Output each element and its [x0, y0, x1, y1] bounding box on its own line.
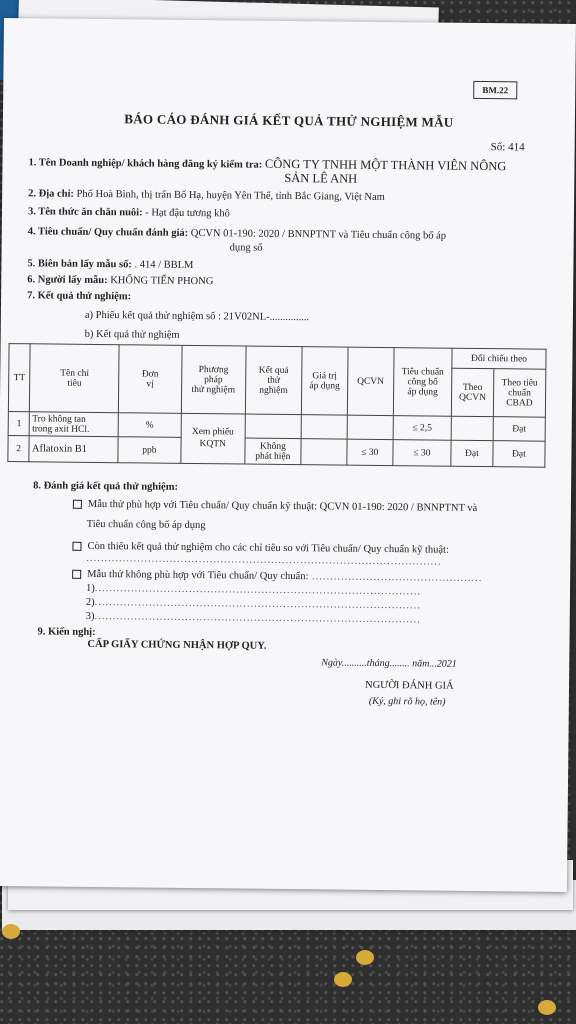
cell-by-cbad: Đạt	[493, 417, 545, 442]
item-1: 1)	[85, 582, 95, 594]
standard-value: QCVN 01-190: 2020 / BNNPTNT và Tiêu chuẩn công bố áp	[190, 227, 447, 242]
field-label: 4. Tiêu chuẩn/ Quy chuẩn đánh giá:	[27, 226, 189, 239]
recommendation-value: CẤP GIẤY CHỨNG NHẬN HỢP QUY.	[87, 638, 267, 652]
cell-method: Xem phiếu	[181, 413, 246, 438]
company-name: CÔNG TY TNHH MỘT THÀNH VIÊN NÔNG	[264, 156, 507, 174]
report-document: BM.22 BÁO CÁO ĐÁNH GIÁ KẾT QUẢ THỬ NGHIỆM MẪU Số: 414 1. Tên Doanh nghiệp/ khách hàng đăng ký kiểm tra: CÔNG TY TNHH MỘT THÀNH VIÊN NÔNG SẢN LÊ ANH 2. Địa chỉ: Phố Hoà Bình, thị trấn Bố Hạ, huyện Yên Thế, tỉnh Bắc Giang, Việt Nam 3. Tên thức ăn chăn nuôi: - Hạt đậu tương khô 4. Tiêu chuẩn/ Quy chuẩn đánh giá: QCVN 01-190: 2020 / BNNPTNT và Tiêu chuẩn công bố áp dụng số 5. Biên bản lấy mẫu số: . 414 / BBLM 6. Người lấy mẫu: KHỔNG TIẾN PHONG 7. Kết quả thử nghiệm: a) Phiếu kết quả thử nghiệm số : 21V02NL-............... b) Kết quả thử nghiệm TT Tên chỉ tiêu Đơn vị Phương pháp thử nghiệm Kết quả thử nghiệm Giá trị áp dụng QCVN Tiêu chuẩn công bố áp dụng Đối chiếu theo Theo QCVN Theo tiêu chuẩn CBAD 1 Tro không tan trong axit HCl. % Xem phiếu ≤ 2,5 Đạt 2 Aflatoxin B1 ppb KQTN Không phát hiện ≤ 30 ≤ 30 Đạt Đạt 8. Đánh giá kết quả thử nghiệm: Mẫu thử phù hợp với Tiêu chuẩn/ Quy chuẩn kỹ thuật: QCVN 01-190: 2020 / BNNPTNT và Tiêu chuẩn công bố áp dụng Còn thiếu kết quả thử nghiệm cho các chỉ tiêu so với Tiêu chuẩn/ Quy chuẩn kỹ thuật: .................................................................................................. Mẫu thử không phù hợp với Tiêu chuẩn/ Quy chuẩn: ............................................... 1).......................................................................................... 2).......................................................................................... 3).......................................................................................... 9. Kiến nghị: CẤP GIẤY CHỨNG NHẬN HỢP QUY. Ngày..........tháng........ năm...2021 NGƯỜI ĐÁNH GIÁ (Ký, ghi rõ họ, tên)	[0, 18, 576, 892]
sampler-value: KHỔNG TIẾN PHONG	[110, 275, 214, 288]
company-name-cont: SẢN LÊ ANH	[284, 170, 358, 186]
header-tt: TT	[8, 344, 30, 412]
checkbox-icon	[72, 542, 81, 551]
option-conform: Mẫu thử phù hợp với Tiêu chuẩn/ Quy chuẩn kỹ thuật: QCVN 01-190: 2020 / BNNPTNT và	[87, 498, 478, 514]
cell-unit: %	[118, 413, 181, 438]
cell-standard: ≤ 2,5	[393, 416, 451, 441]
test-result-heading: b) Kết quả thử nghiệm	[84, 328, 180, 341]
results-table	[7, 343, 546, 468]
item-2: 2)	[85, 596, 95, 608]
dotted-line: ..................................................................................................	[86, 552, 442, 568]
field-label: 1. Tên Doanh nghiệp/ khách hàng đăng ký kiểm tra:	[28, 157, 263, 171]
header-compare: Đối chiếu theo	[452, 348, 546, 369]
checkbox-icon	[72, 570, 81, 579]
soybean	[334, 972, 352, 987]
signer-role: NGƯỜI ĐÁNH GIÁ	[364, 679, 454, 692]
cell-by-qcvn: Đạt	[451, 440, 493, 466]
signature-note: (Ký, ghi rõ họ, tên)	[368, 695, 446, 708]
option-nonconform: Mẫu thử không phù hợp với Tiêu chuẩn/ Quy chuẩn:	[87, 568, 309, 583]
item-3: 3)	[85, 610, 95, 622]
cell-applied	[301, 415, 347, 439]
cell-name: Aflatoxin B1	[29, 436, 118, 463]
header-qcvn: QCVN	[347, 347, 394, 415]
header-standard: Tiêu chuẩn công bố áp dụng	[393, 348, 452, 417]
cell-qcvn	[347, 415, 393, 439]
header-by-cbad: Theo tiêu chuẩn CBAD	[493, 369, 546, 418]
header-applied-value: Giá trị áp dụng	[301, 347, 348, 415]
cell-qcvn: ≤ 30	[347, 439, 393, 465]
field-label: 7. Kết quả thử nghiệm:	[27, 290, 132, 303]
document-title: BÁO CÁO ĐÁNH GIÁ KẾT QUẢ THỬ NGHIỆM MẪU	[124, 111, 454, 130]
field-label: 6. Người lấy mẫu:	[27, 274, 108, 287]
cell-result: Không phát hiện	[245, 438, 301, 465]
cell-method: KQTN	[180, 437, 245, 464]
report-number: Số: 414	[490, 141, 525, 154]
test-result-sheet: a) Phiếu kết quả thử nghiệm số : 21V02NL-...............	[84, 309, 310, 324]
cell-unit: ppb	[118, 437, 181, 464]
soybean	[2, 924, 20, 939]
option-conform-cont: Tiêu chuẩn công bố áp dụng	[86, 518, 206, 532]
section-9-label: 9. Kiến nghị:	[37, 626, 96, 638]
standard-value-cont: dụng số	[229, 242, 263, 254]
form-code: BM.22	[473, 81, 517, 99]
checkbox-icon	[73, 500, 82, 509]
cell-by-qcvn	[451, 416, 493, 440]
soybean	[356, 950, 374, 965]
header-unit: Đơn vị	[119, 345, 182, 414]
table-row	[8, 436, 545, 468]
header-result: Kết quả thử nghiệm	[245, 346, 302, 415]
cell-standard: ≤ 30	[393, 440, 451, 467]
field-label: 2. Địa chỉ:	[28, 188, 75, 200]
signature-date: Ngày..........tháng........ năm...2021	[321, 657, 457, 670]
header-by-qcvn: Theo QCVN	[451, 368, 493, 416]
field-label: 3. Tên thức ăn chăn nuôi:	[27, 206, 143, 219]
cell-tt: 2	[8, 436, 30, 462]
cell-name: Tro không tan trong axit HCl.	[30, 412, 119, 437]
field-label: 5. Biên bản lấy mẫu số:	[27, 258, 132, 271]
address-value: Phố Hoà Bình, thị trấn Bố Hạ, huyện Yên Thế, tỉnh Bắc Giang, Việt Nam	[76, 188, 385, 203]
cell-result	[245, 414, 301, 439]
sampling-record-value: . 414 / BBLM	[134, 259, 194, 271]
header-name: Tên chỉ tiêu	[30, 344, 120, 413]
cell-tt: 1	[8, 412, 30, 436]
cell-applied	[301, 439, 347, 465]
feed-name-value: - Hạt đậu tương khô	[145, 207, 231, 220]
header-method: Phương pháp thử nghiệm	[181, 345, 246, 414]
option-missing: Còn thiếu kết quả thử nghiệm cho các chỉ tiêu so với Tiêu chuẩn/ Quy chuẩn kỹ thuật:	[87, 540, 449, 556]
cell-by-cbad: Đạt	[493, 441, 545, 468]
section-8-label: 8. Đánh giá kết quả thử nghiệm:	[33, 480, 179, 493]
soybean	[538, 1000, 556, 1015]
